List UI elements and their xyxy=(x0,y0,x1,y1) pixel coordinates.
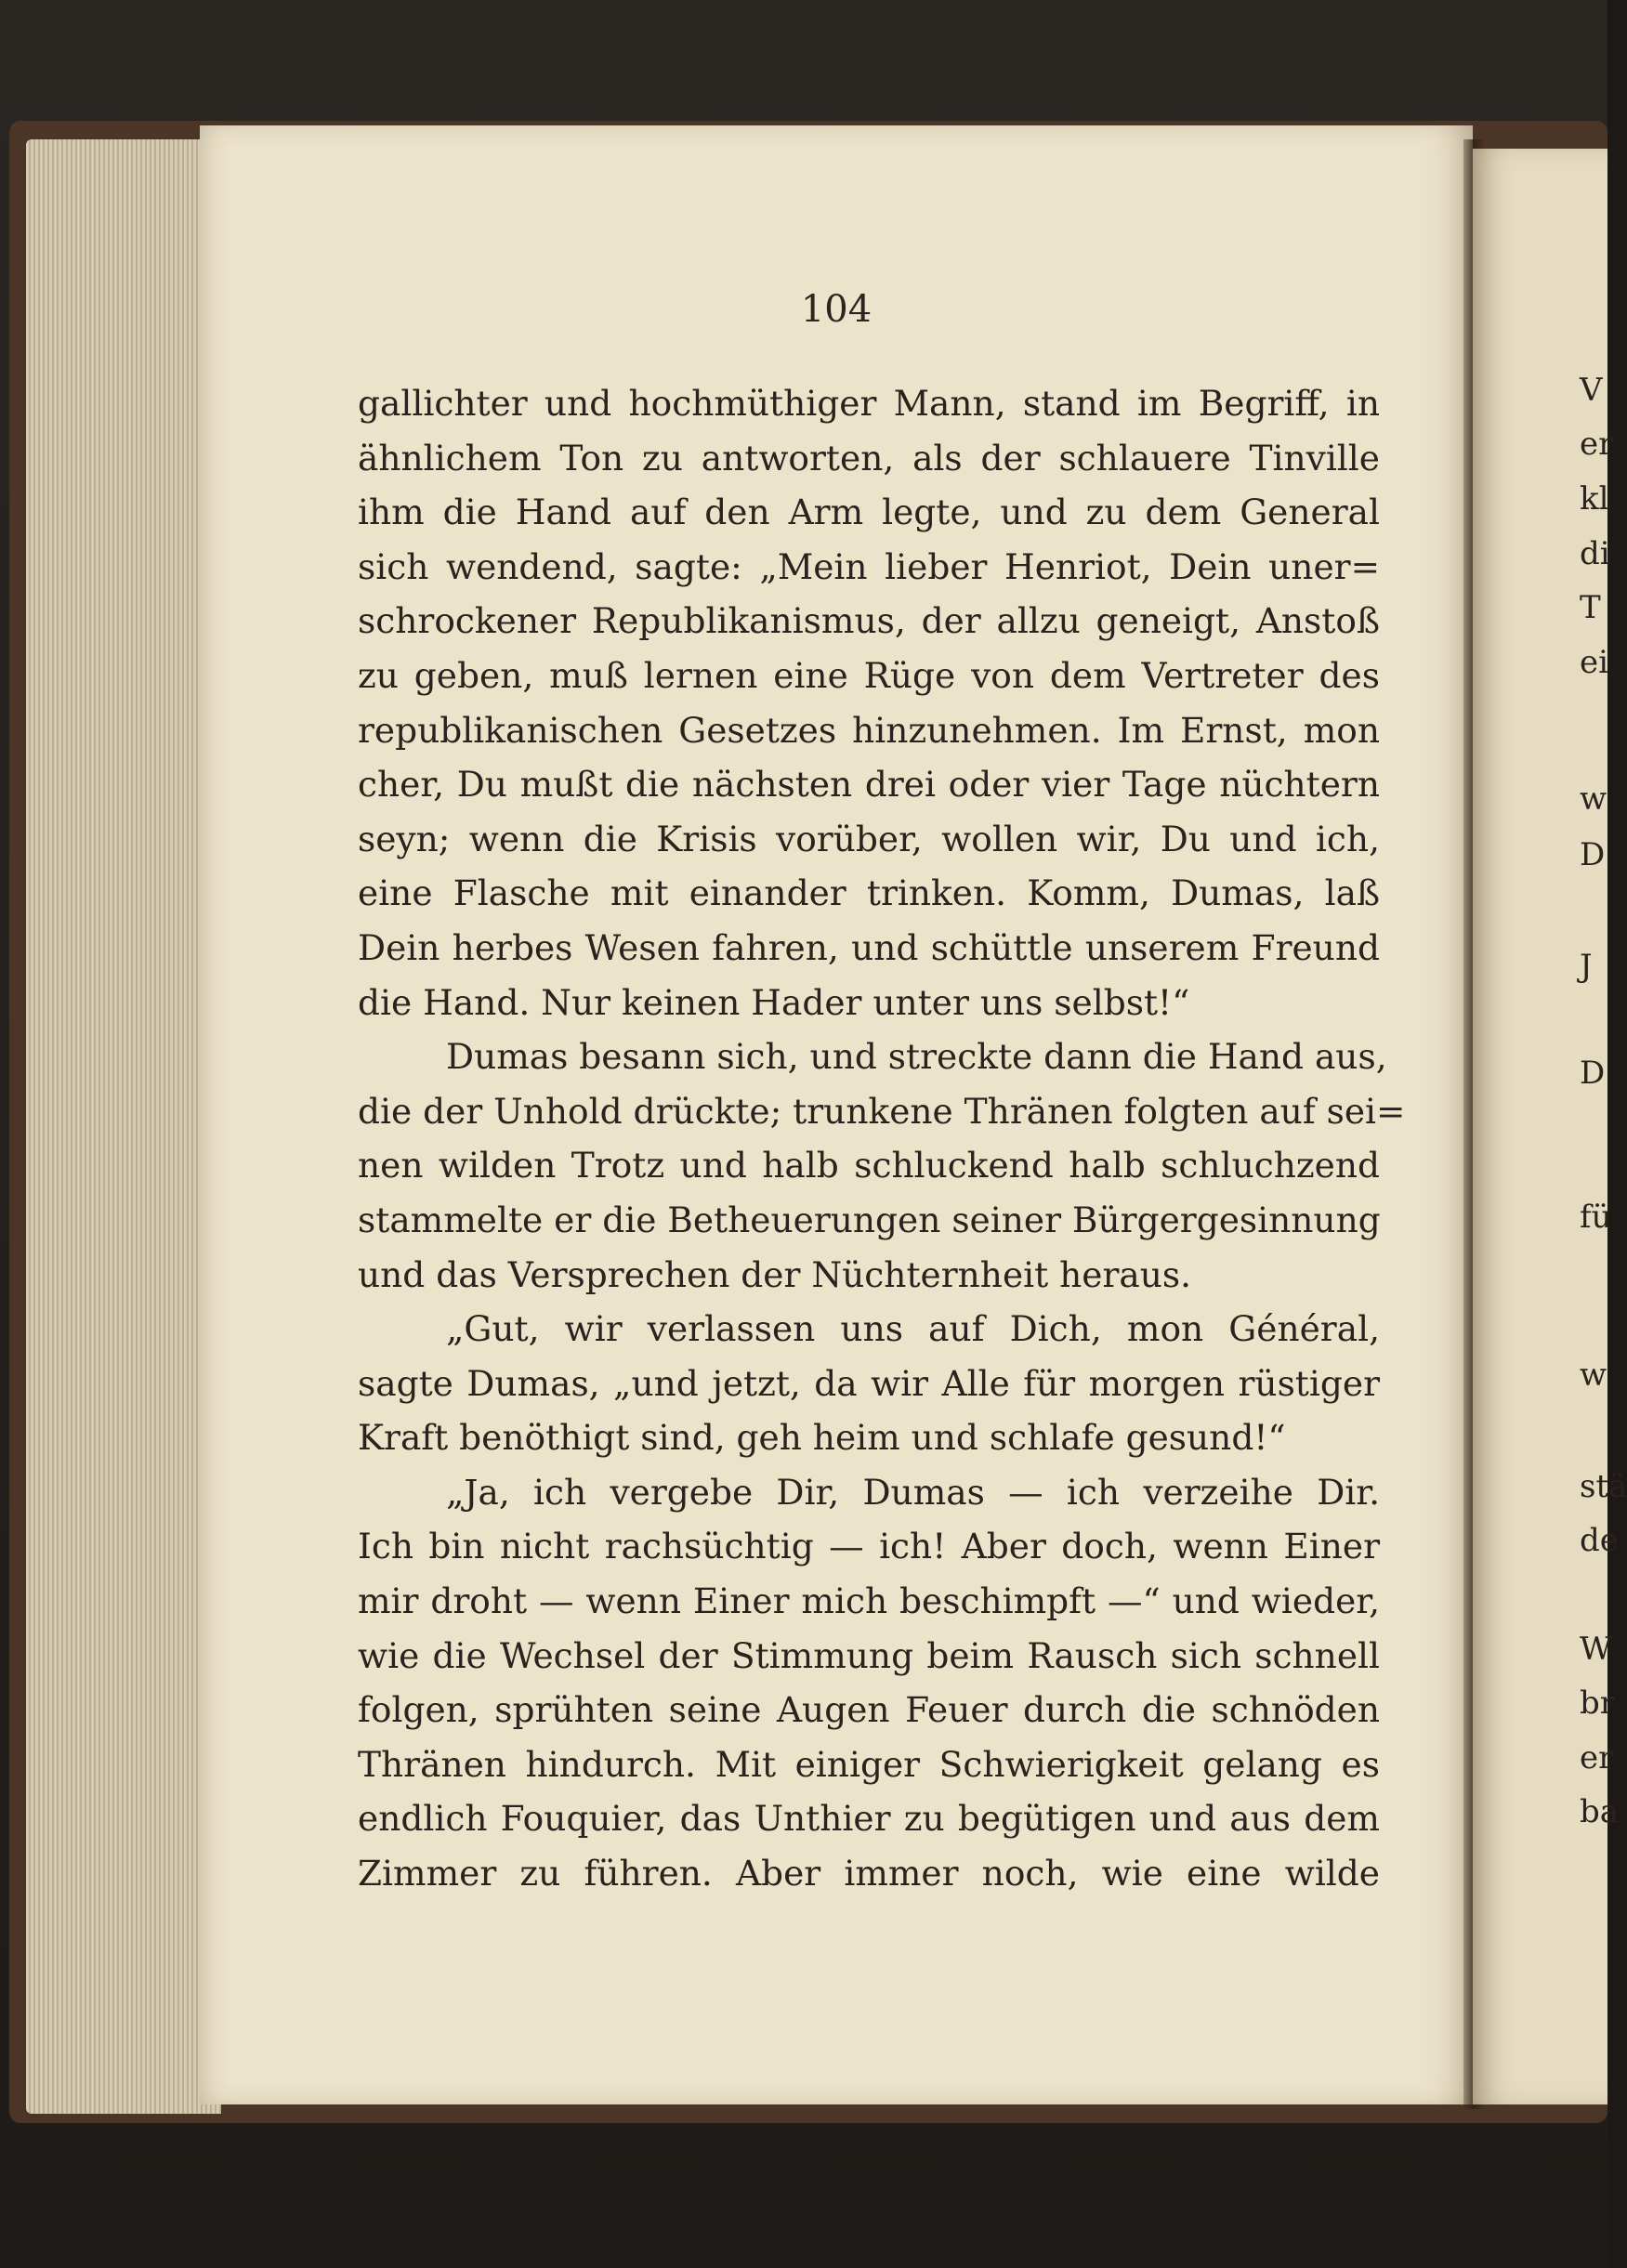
text-line: endlich Fouquier, das Unthier zu begütigen und aus dem xyxy=(358,1798,1380,1840)
right-fragment: de xyxy=(1580,1522,1619,1559)
text-line: gallichter und hochmüthiger Mann, stand im Begriff, in xyxy=(358,383,1380,424)
text-line: republikanischen Gesetzes hinzunehmen. Im Ernst, mon xyxy=(358,709,1380,751)
right-page-fragments xyxy=(1580,372,1627,1877)
right-fragment: fü xyxy=(1580,1199,1612,1236)
text-line: „Ja, ich vergebe Dir, Dumas — ich verzeihe Dir. xyxy=(446,1471,1380,1513)
right-fragment: V xyxy=(1580,372,1603,409)
right-fragment: w xyxy=(1580,1357,1607,1394)
text-line: Dein herbes Wesen fahren, und schüttle unserem Freund xyxy=(358,926,1380,968)
text-line: Dumas besann sich, und streckte dann die Hand aus, xyxy=(446,1036,1387,1078)
right-fragment: kl xyxy=(1580,480,1609,518)
text-line: Ich bin nicht rachsüchtig — ich! Aber doch, wenn Einer xyxy=(358,1526,1380,1567)
text-line: „Gut, wir verlassen uns auf Dich, mon Général, xyxy=(446,1308,1380,1350)
text-line: seyn; wenn die Krisis vorüber, wollen wir, Du und ich, xyxy=(358,818,1380,859)
text-line: ihm die Hand auf den Arm legte, und zu dem General xyxy=(358,492,1380,533)
text-line: die Hand. Nur keinen Hader unter uns selbst!“ xyxy=(358,981,1190,1023)
text-line: zu geben, muß lernen eine Rüge von dem Vertreter des xyxy=(358,654,1380,696)
right-fragment: D xyxy=(1580,1055,1606,1092)
right-fragment: w xyxy=(1580,780,1607,818)
right-fragment: stä xyxy=(1580,1468,1627,1505)
right-fragment: D xyxy=(1580,836,1606,873)
text-line: Kraft benöthigt sind, geh heim und schlafe gesund!“ xyxy=(358,1417,1286,1459)
text-line: Thränen hindurch. Mit einiger Schwierigkeit gelang es xyxy=(358,1743,1380,1785)
right-fragment: J xyxy=(1580,948,1593,985)
right-fragment: br xyxy=(1580,1685,1616,1722)
text-block xyxy=(358,376,1406,1901)
text-line: stammelte er die Betheuerungen seiner Bürgergesinnung xyxy=(358,1199,1381,1240)
text-line: ähnlichem Ton zu antworten, als der schlauere Tinville xyxy=(358,437,1380,479)
right-fragment: er xyxy=(1580,426,1614,463)
right-fragment: ei xyxy=(1580,644,1608,681)
text-line: und das Versprechen der Nüchternheit heraus. xyxy=(358,1253,1192,1295)
left-page xyxy=(200,125,1473,2104)
page-edges xyxy=(26,139,221,2114)
right-fragment: W xyxy=(1580,1631,1612,1668)
page-number: 104 xyxy=(800,288,873,331)
text-line: sagte Dumas, „und jetzt, da wir Alle für morgen rüstiger xyxy=(358,1362,1380,1404)
text-line: schrockener Republikanismus, der allzu geneigt, Anstoß xyxy=(358,600,1380,642)
right-fragment: di xyxy=(1580,535,1610,572)
text-line: Zimmer zu führen. Aber immer noch, wie eine wilde xyxy=(358,1853,1380,1894)
text-line: folgen, sprühten seine Augen Feuer durch die schnöden xyxy=(358,1689,1380,1731)
text-line: cher, Du mußt die nächsten drei oder vier Tage nüchtern xyxy=(358,764,1380,806)
text-line: mir droht — wenn Einer mich beschimpft —“ und wieder, xyxy=(358,1580,1380,1622)
text-line: eine Flasche mit einander trinken. Komm, Dumas, laß xyxy=(358,872,1380,914)
text-line: wie die Wechsel der Stimmung beim Rausch sich schnell xyxy=(358,1634,1380,1676)
text-line: nen wilden Trotz und halb schluckend halb schluchzend xyxy=(358,1145,1380,1186)
text-line: die der Unhold drückte; trunkene Thränen folgten auf sei= xyxy=(358,1090,1406,1132)
text-line: sich wendend, sagte: „Mein lieber Henriot, Dein uner= xyxy=(358,545,1380,587)
right-fragment: ba xyxy=(1580,1793,1620,1830)
right-fragment: T xyxy=(1580,589,1601,626)
right-fragment: er xyxy=(1580,1739,1614,1776)
